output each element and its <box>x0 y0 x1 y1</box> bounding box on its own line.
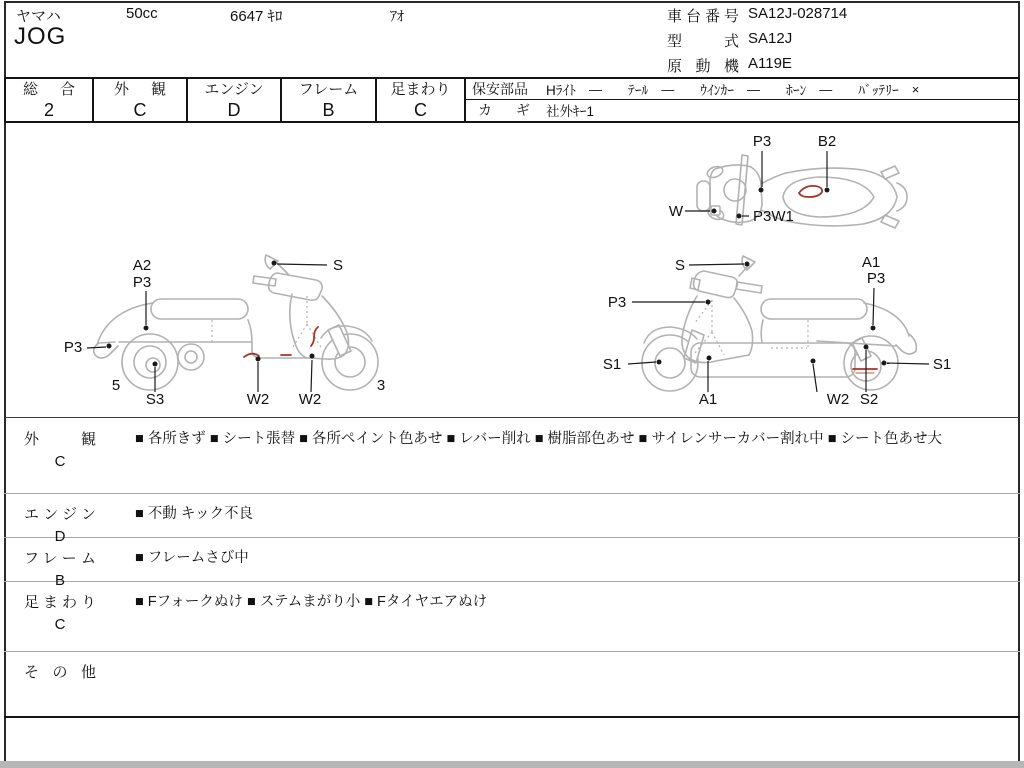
maker-name: ヤマハ <box>16 8 61 25</box>
status-mark: ― <box>661 81 675 97</box>
status-mark: ― <box>747 81 760 97</box>
damage-code-label: W <box>668 203 684 220</box>
scooter-top-view <box>669 133 907 228</box>
damage-code-label: S <box>332 257 344 274</box>
grade-label: エンジン <box>204 81 264 98</box>
status-mark: ― <box>819 81 833 97</box>
damage-code-label: S <box>674 257 686 274</box>
safety-parts-label: 保安部品 <box>472 81 528 97</box>
grade-cell-overall <box>4 77 94 123</box>
damage-code-label: S1 <box>602 356 622 373</box>
damage-code-label: P3 <box>866 270 886 287</box>
comment-label: その他 <box>24 664 96 681</box>
safety-item-winker: ｳｲﾝｶｰ ― <box>700 81 760 98</box>
comment-row-undercarriage <box>4 582 1020 652</box>
key-row <box>466 100 1018 120</box>
grade-value-undercarriage: C <box>414 100 427 120</box>
comment-row-engine <box>4 494 1020 545</box>
key-label: カギ <box>478 102 530 118</box>
chassis-number: SA12J-028714 <box>748 5 848 22</box>
scooter-right-side-view <box>603 254 951 408</box>
comment-grade: B <box>54 572 65 589</box>
damage-mark-cowl <box>311 327 318 346</box>
damage-mark-seat <box>799 186 822 197</box>
safety-item-battery: ﾊﾞｯﾃﾘｰ × <box>858 81 920 98</box>
safety-parts-box <box>464 77 1020 123</box>
comment-text: ■ フレームさび中 <box>135 550 249 566</box>
mileage: 6647 ｷﾛ <box>230 8 283 25</box>
comment-grade: D <box>54 528 66 545</box>
comment-text: ■ 各所きず ■ シート張替 ■ 各所ペイント色あせ ■ レバー削れ ■ 樹脂部色あせ ■ サイレンサーカバー割れ中 ■ シート色あせ大 <box>135 431 942 447</box>
scooter-left-side-view <box>64 255 385 408</box>
damage-code-label: S3 <box>145 391 165 408</box>
grade-label: 総合 <box>23 81 75 98</box>
damage-diagram <box>5 123 1019 418</box>
grade-value-engine: D <box>227 100 241 120</box>
status-mark: ― <box>589 81 602 97</box>
comment-row-other <box>4 652 1020 718</box>
tire-grade-front: 3 <box>376 377 386 394</box>
comment-text: ■ 不動 キック不良 <box>135 506 254 522</box>
grade-cell-engine <box>186 77 282 123</box>
damage-code-label: W2 <box>826 391 850 408</box>
damage-code-label: P3 <box>607 294 627 311</box>
grade-label: 足まわり <box>390 81 451 98</box>
grade-label: フレーム <box>298 81 359 98</box>
body-color: ｱｵ <box>390 8 404 24</box>
damage-code-label: W2 <box>298 391 322 408</box>
grade-row <box>4 77 1020 123</box>
comment-text: ■ Fフォークぬけ ■ ステムまがり小 ■ Fタイヤエアぬけ <box>135 594 488 610</box>
damage-code-label: B2 <box>817 133 837 150</box>
grade-value-overall: 2 <box>43 100 54 120</box>
damage-code-label: A2 <box>132 257 152 274</box>
displacement: 50cc <box>126 5 158 22</box>
grade-cell-undercarriage <box>375 77 466 123</box>
comment-grade: C <box>54 616 66 633</box>
grade-cell-exterior <box>92 77 188 123</box>
comment-label: 足まわり <box>24 594 96 611</box>
model-code-label: 型式 <box>667 33 739 50</box>
scan-bottom-edge <box>0 761 1024 768</box>
grade-value-frame: B <box>322 100 335 120</box>
scooter-diagrams <box>5 123 1019 417</box>
safety-item-horn: ﾎｰﾝ ― <box>786 81 833 98</box>
damage-code-label: S2 <box>859 391 879 408</box>
key-value: 社外ｷｰ1 <box>546 104 595 119</box>
damage-code-label: W2 <box>246 391 270 408</box>
damage-code-label: P3 <box>752 133 772 150</box>
damage-code-label: A1 <box>861 254 881 271</box>
safety-parts-row <box>466 79 1018 100</box>
damage-code-label: P3 <box>132 274 152 291</box>
status-mark-x: × <box>911 81 920 97</box>
comment-grade: C <box>54 453 66 470</box>
chassis-number-label: 車台番号 <box>667 8 739 25</box>
model-name: JOG <box>14 23 67 50</box>
comment-label: エンジン <box>24 506 96 523</box>
grade-label: 外観 <box>114 81 166 98</box>
engine-code-label: 原動機 <box>667 58 739 75</box>
damage-code-label: A1 <box>698 391 718 408</box>
vehicle-id-block <box>667 5 847 80</box>
inspector-comments <box>4 419 1020 718</box>
comment-label: フレーム <box>24 550 96 567</box>
safety-item-headlight: Hﾗｲﾄ ― <box>546 81 602 98</box>
damage-code-label: S1 <box>932 356 952 373</box>
comment-row-exterior <box>4 419 1020 494</box>
comment-row-frame <box>4 538 1020 589</box>
comment-label: 外観 <box>24 431 96 448</box>
damage-code-label: P3 <box>63 339 83 356</box>
tire-grade-rear: 5 <box>111 377 121 394</box>
safety-item-taillight: ﾃｰﾙ ― <box>628 81 675 98</box>
damage-code-label: P3W1 <box>753 208 794 225</box>
grade-cell-frame <box>280 77 377 123</box>
header <box>6 0 1018 77</box>
grade-value-exterior: C <box>133 100 147 120</box>
engine-code: A119E <box>748 55 792 72</box>
model-code: SA12J <box>748 30 793 47</box>
